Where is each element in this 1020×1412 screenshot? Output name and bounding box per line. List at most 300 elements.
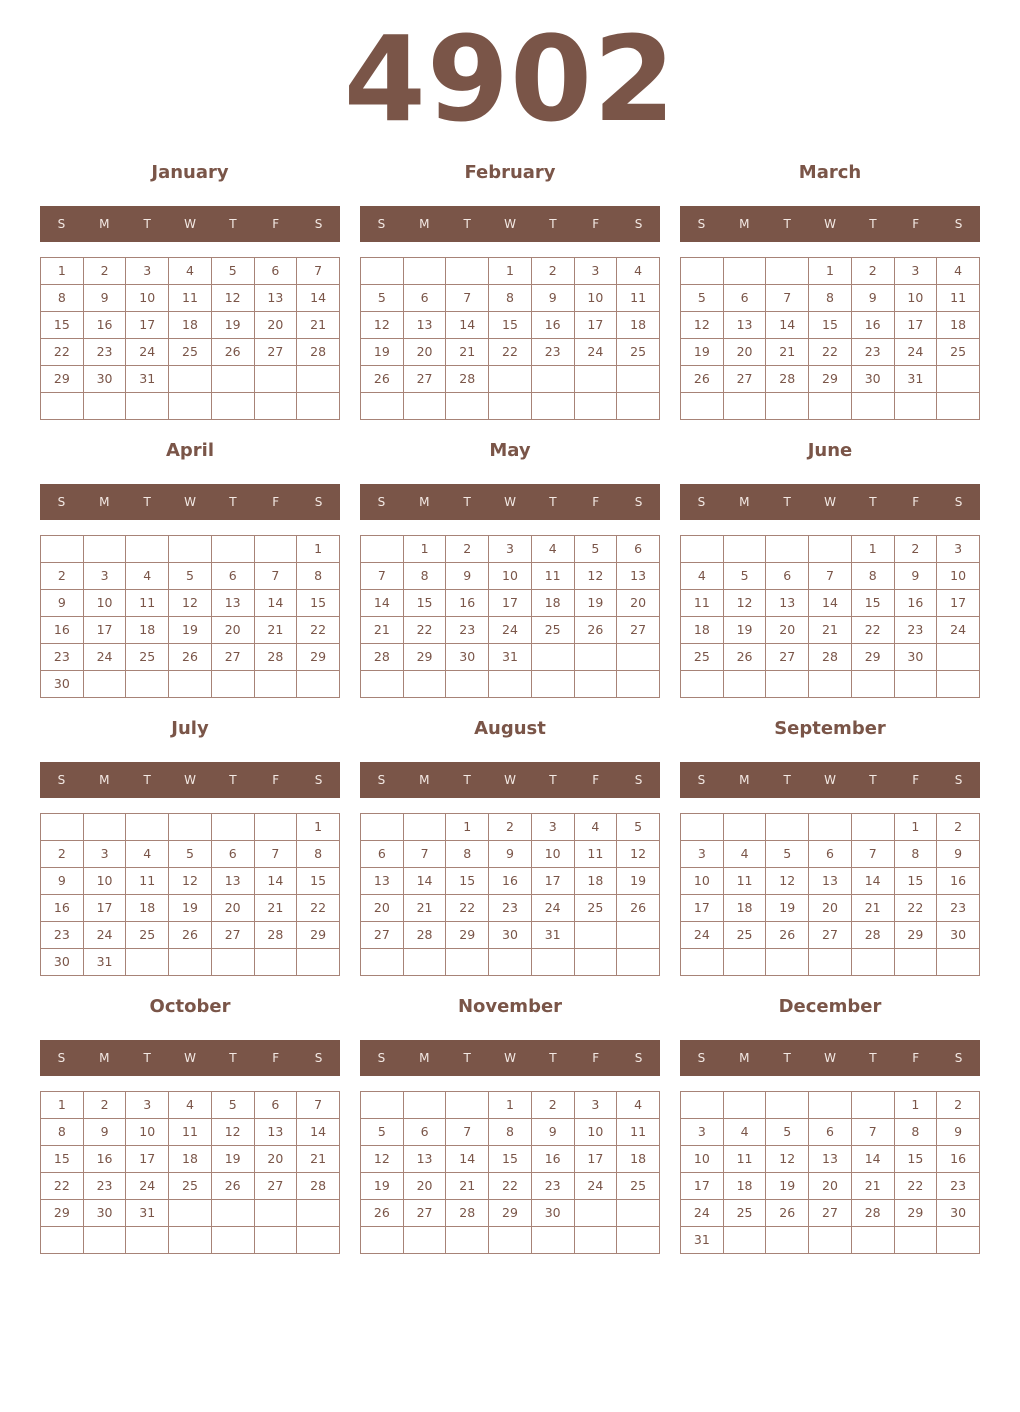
- week-row: [681, 563, 980, 590]
- day-cell: 22: [446, 895, 489, 922]
- day-cell: 19: [681, 339, 724, 366]
- day-cell: 27: [766, 644, 809, 671]
- week-row: [41, 1119, 340, 1146]
- day-cell: 10: [489, 563, 532, 590]
- day-cell: 19: [361, 339, 404, 366]
- day-cell: 6: [723, 285, 766, 312]
- week-row: [361, 671, 660, 698]
- day-cell: 8: [297, 841, 340, 868]
- day-cell: 23: [531, 339, 574, 366]
- day-cell: 13: [809, 1146, 852, 1173]
- weekday-label: T: [869, 773, 877, 787]
- day-grid: [680, 1091, 980, 1254]
- week-row: [681, 868, 980, 895]
- day-cell: 16: [531, 1146, 574, 1173]
- day-cell: 18: [169, 1146, 212, 1173]
- empty-day-cell: [531, 1227, 574, 1254]
- week-row: [41, 393, 340, 420]
- day-cell: 30: [937, 922, 980, 949]
- day-cell: 28: [297, 339, 340, 366]
- weekday-label: M: [739, 495, 750, 509]
- empty-day-cell: [851, 949, 894, 976]
- weekday-header: [680, 484, 980, 520]
- day-cell: 9: [83, 285, 126, 312]
- day-cell: 1: [809, 258, 852, 285]
- day-cell: 31: [126, 1200, 169, 1227]
- day-cell: 20: [211, 895, 254, 922]
- empty-day-cell: [83, 393, 126, 420]
- day-cell: 11: [531, 563, 574, 590]
- weekday-label: F: [912, 217, 920, 231]
- day-cell: 15: [297, 590, 340, 617]
- day-cell: 10: [126, 285, 169, 312]
- empty-day-cell: [574, 1227, 617, 1254]
- day-cell: 1: [446, 814, 489, 841]
- week-row: [361, 1227, 660, 1254]
- day-cell: 22: [297, 617, 340, 644]
- empty-day-cell: [126, 949, 169, 976]
- day-cell: 31: [83, 949, 126, 976]
- weekday-label: T: [869, 217, 877, 231]
- day-cell: 2: [83, 258, 126, 285]
- day-cell: 3: [489, 536, 532, 563]
- week-row: [41, 895, 340, 922]
- empty-day-cell: [211, 949, 254, 976]
- empty-day-cell: [126, 671, 169, 698]
- weekday-label: T: [229, 773, 237, 787]
- empty-day-cell: [446, 671, 489, 698]
- day-cell: 3: [126, 258, 169, 285]
- week-row: [681, 671, 980, 698]
- weekday-label: W: [824, 773, 836, 787]
- empty-day-cell: [681, 671, 724, 698]
- empty-day-cell: [83, 536, 126, 563]
- day-cell: 20: [211, 617, 254, 644]
- day-grid: [680, 535, 980, 698]
- day-cell: 11: [126, 868, 169, 895]
- week-row: [361, 563, 660, 590]
- day-cell: 14: [446, 1146, 489, 1173]
- day-cell: 1: [489, 1092, 532, 1119]
- empty-day-cell: [211, 814, 254, 841]
- day-cell: 23: [937, 1173, 980, 1200]
- empty-day-cell: [574, 671, 617, 698]
- empty-day-cell: [126, 1227, 169, 1254]
- weekday-label: T: [463, 773, 471, 787]
- week-row: [361, 814, 660, 841]
- week-row: [361, 1092, 660, 1119]
- day-cell: 18: [617, 1146, 660, 1173]
- day-cell: 24: [531, 895, 574, 922]
- empty-day-cell: [681, 258, 724, 285]
- day-cell: 15: [489, 1146, 532, 1173]
- month-name: October: [149, 996, 231, 1017]
- empty-day-cell: [617, 671, 660, 698]
- day-cell: 10: [681, 1146, 724, 1173]
- day-cell: 27: [361, 922, 404, 949]
- weekday-label: T: [783, 773, 791, 787]
- empty-day-cell: [361, 258, 404, 285]
- day-cell: 4: [126, 563, 169, 590]
- weekday-label: W: [824, 495, 836, 509]
- day-cell: 23: [41, 922, 84, 949]
- day-cell: 30: [41, 671, 84, 698]
- day-cell: 27: [211, 644, 254, 671]
- week-row: [361, 895, 660, 922]
- weekday-label: S: [634, 495, 643, 509]
- empty-day-cell: [937, 393, 980, 420]
- day-cell: 30: [41, 949, 84, 976]
- weekday-label: W: [184, 1051, 196, 1065]
- weekday-label: W: [824, 217, 836, 231]
- weekday-label: T: [783, 217, 791, 231]
- day-cell: 7: [361, 563, 404, 590]
- day-cell: 27: [211, 922, 254, 949]
- day-cell: 21: [361, 617, 404, 644]
- empty-day-cell: [83, 1227, 126, 1254]
- weekday-label: F: [272, 1051, 280, 1065]
- day-cell: 8: [446, 841, 489, 868]
- day-cell: 2: [41, 563, 84, 590]
- week-row: [361, 339, 660, 366]
- month-name: September: [774, 718, 886, 739]
- day-grid: [360, 257, 660, 420]
- empty-day-cell: [361, 536, 404, 563]
- month-name: December: [778, 996, 882, 1017]
- day-cell: 2: [446, 536, 489, 563]
- day-cell: 9: [83, 1119, 126, 1146]
- day-cell: 20: [809, 895, 852, 922]
- week-row: [681, 1200, 980, 1227]
- day-cell: 25: [681, 644, 724, 671]
- day-cell: 31: [531, 922, 574, 949]
- day-cell: 21: [766, 339, 809, 366]
- day-cell: 28: [403, 922, 446, 949]
- weekday-label: S: [314, 773, 323, 787]
- day-cell: 22: [297, 895, 340, 922]
- week-row: [41, 339, 340, 366]
- day-cell: 25: [531, 617, 574, 644]
- weekday-header: [40, 206, 340, 242]
- empty-day-cell: [446, 258, 489, 285]
- day-cell: 27: [254, 339, 297, 366]
- weekday-label: M: [419, 1051, 430, 1065]
- weekday-label: T: [549, 495, 557, 509]
- empty-day-cell: [254, 1227, 297, 1254]
- weekday-label: W: [184, 217, 196, 231]
- day-cell: 28: [851, 922, 894, 949]
- day-cell: 11: [169, 1119, 212, 1146]
- empty-day-cell: [851, 671, 894, 698]
- day-cell: 23: [41, 644, 84, 671]
- day-cell: 27: [723, 366, 766, 393]
- day-cell: 2: [489, 814, 532, 841]
- weekday-label: S: [57, 1051, 66, 1065]
- day-cell: 25: [723, 922, 766, 949]
- day-cell: 16: [41, 617, 84, 644]
- week-row: [361, 1119, 660, 1146]
- weekday-label: F: [592, 217, 600, 231]
- week-row: [41, 922, 340, 949]
- day-cell: 4: [531, 536, 574, 563]
- day-cell: 27: [617, 617, 660, 644]
- day-cell: 4: [169, 258, 212, 285]
- empty-day-cell: [361, 949, 404, 976]
- empty-day-cell: [446, 949, 489, 976]
- weekday-label: T: [143, 495, 151, 509]
- day-cell: 21: [254, 617, 297, 644]
- week-row: [41, 1173, 340, 1200]
- weekday-label: T: [463, 495, 471, 509]
- week-row: [361, 536, 660, 563]
- week-row: [681, 895, 980, 922]
- day-cell: 14: [851, 868, 894, 895]
- weekday-label: S: [57, 773, 66, 787]
- empty-day-cell: [489, 393, 532, 420]
- day-cell: 18: [937, 312, 980, 339]
- year-title: 4902: [343, 10, 677, 148]
- day-cell: 19: [766, 895, 809, 922]
- empty-day-cell: [403, 671, 446, 698]
- day-cell: 16: [489, 868, 532, 895]
- empty-day-cell: [766, 1227, 809, 1254]
- empty-day-cell: [766, 949, 809, 976]
- day-cell: 4: [723, 841, 766, 868]
- empty-day-cell: [574, 366, 617, 393]
- weekday-label: F: [912, 495, 920, 509]
- empty-day-cell: [937, 1227, 980, 1254]
- day-cell: 18: [126, 895, 169, 922]
- empty-day-cell: [446, 1092, 489, 1119]
- month-name: August: [474, 718, 546, 739]
- empty-day-cell: [851, 1092, 894, 1119]
- empty-day-cell: [851, 1227, 894, 1254]
- empty-day-cell: [531, 644, 574, 671]
- day-cell: 25: [169, 339, 212, 366]
- week-row: [681, 312, 980, 339]
- day-cell: 5: [574, 536, 617, 563]
- empty-day-cell: [851, 393, 894, 420]
- weekday-label: W: [504, 495, 516, 509]
- day-cell: 1: [41, 258, 84, 285]
- weekday-label: F: [272, 217, 280, 231]
- day-cell: 20: [766, 617, 809, 644]
- week-row: [41, 312, 340, 339]
- empty-day-cell: [254, 536, 297, 563]
- day-cell: 10: [574, 1119, 617, 1146]
- day-cell: 21: [446, 1173, 489, 1200]
- week-row: [681, 1119, 980, 1146]
- empty-day-cell: [723, 1092, 766, 1119]
- day-cell: 20: [361, 895, 404, 922]
- day-cell: 6: [403, 1119, 446, 1146]
- empty-day-cell: [169, 671, 212, 698]
- day-cell: 13: [254, 285, 297, 312]
- day-cell: 3: [681, 841, 724, 868]
- day-cell: 23: [489, 895, 532, 922]
- empty-day-cell: [766, 258, 809, 285]
- day-cell: 4: [937, 258, 980, 285]
- weekday-label: S: [57, 495, 66, 509]
- week-row: [41, 644, 340, 671]
- empty-day-cell: [361, 1092, 404, 1119]
- week-row: [41, 258, 340, 285]
- empty-day-cell: [41, 814, 84, 841]
- empty-day-cell: [617, 1227, 660, 1254]
- day-cell: 18: [126, 617, 169, 644]
- day-grid: [680, 257, 980, 420]
- empty-day-cell: [489, 366, 532, 393]
- empty-day-cell: [169, 814, 212, 841]
- day-cell: 22: [894, 1173, 937, 1200]
- weekday-label: F: [912, 773, 920, 787]
- empty-day-cell: [489, 671, 532, 698]
- empty-day-cell: [937, 949, 980, 976]
- empty-day-cell: [937, 644, 980, 671]
- day-cell: 11: [574, 841, 617, 868]
- day-cell: 24: [83, 922, 126, 949]
- day-cell: 17: [531, 868, 574, 895]
- day-cell: 11: [126, 590, 169, 617]
- empty-day-cell: [254, 814, 297, 841]
- empty-day-cell: [851, 814, 894, 841]
- day-cell: 10: [83, 590, 126, 617]
- day-cell: 14: [297, 1119, 340, 1146]
- day-cell: 15: [41, 312, 84, 339]
- day-cell: 14: [403, 868, 446, 895]
- empty-day-cell: [766, 1092, 809, 1119]
- weekday-label: W: [824, 1051, 836, 1065]
- day-cell: 15: [851, 590, 894, 617]
- day-cell: 3: [894, 258, 937, 285]
- day-cell: 12: [169, 590, 212, 617]
- day-cell: 10: [574, 285, 617, 312]
- day-cell: 3: [574, 258, 617, 285]
- day-cell: 22: [489, 1173, 532, 1200]
- day-cell: 25: [723, 1200, 766, 1227]
- day-cell: 14: [254, 590, 297, 617]
- week-row: [41, 285, 340, 312]
- day-cell: 26: [723, 644, 766, 671]
- day-cell: 7: [446, 285, 489, 312]
- day-cell: 11: [617, 285, 660, 312]
- day-cell: 8: [809, 285, 852, 312]
- day-cell: 26: [361, 366, 404, 393]
- empty-day-cell: [574, 1200, 617, 1227]
- day-cell: 23: [894, 617, 937, 644]
- empty-day-cell: [254, 366, 297, 393]
- empty-day-cell: [83, 814, 126, 841]
- day-cell: 21: [851, 1173, 894, 1200]
- day-cell: 27: [809, 1200, 852, 1227]
- day-cell: 13: [254, 1119, 297, 1146]
- empty-day-cell: [211, 1200, 254, 1227]
- weekday-label: S: [634, 773, 643, 787]
- week-row: [41, 617, 340, 644]
- day-cell: 16: [446, 590, 489, 617]
- day-cell: 5: [723, 563, 766, 590]
- day-cell: 28: [809, 644, 852, 671]
- day-cell: 27: [403, 1200, 446, 1227]
- weekday-header: [40, 1040, 340, 1076]
- day-cell: 12: [169, 868, 212, 895]
- empty-day-cell: [211, 393, 254, 420]
- empty-day-cell: [169, 949, 212, 976]
- empty-day-cell: [574, 644, 617, 671]
- week-row: [361, 1200, 660, 1227]
- day-cell: 23: [83, 339, 126, 366]
- month-name: July: [171, 718, 209, 739]
- weekday-label: S: [954, 773, 963, 787]
- month-name: April: [165, 440, 215, 461]
- day-cell: 7: [809, 563, 852, 590]
- day-cell: 12: [211, 285, 254, 312]
- week-row: [681, 366, 980, 393]
- week-row: [41, 949, 340, 976]
- empty-day-cell: [446, 393, 489, 420]
- day-cell: 20: [723, 339, 766, 366]
- day-cell: 4: [617, 1092, 660, 1119]
- weekday-label: S: [57, 217, 66, 231]
- day-cell: 13: [766, 590, 809, 617]
- day-cell: 6: [254, 1092, 297, 1119]
- week-row: [361, 285, 660, 312]
- day-cell: 15: [894, 1146, 937, 1173]
- day-cell: 18: [531, 590, 574, 617]
- week-row: [41, 1092, 340, 1119]
- weekday-label: S: [314, 495, 323, 509]
- day-grid: [680, 813, 980, 976]
- day-cell: 7: [851, 841, 894, 868]
- empty-day-cell: [809, 536, 852, 563]
- week-row: [41, 366, 340, 393]
- day-cell: 7: [297, 1092, 340, 1119]
- empty-day-cell: [211, 1227, 254, 1254]
- empty-day-cell: [723, 258, 766, 285]
- day-cell: 20: [617, 590, 660, 617]
- day-cell: 17: [83, 895, 126, 922]
- day-cell: 24: [681, 1200, 724, 1227]
- day-cell: 31: [489, 644, 532, 671]
- day-cell: 7: [446, 1119, 489, 1146]
- day-cell: 15: [489, 312, 532, 339]
- day-cell: 10: [126, 1119, 169, 1146]
- empty-day-cell: [254, 393, 297, 420]
- day-cell: 6: [766, 563, 809, 590]
- day-cell: 17: [489, 590, 532, 617]
- day-cell: 29: [851, 644, 894, 671]
- day-cell: 2: [851, 258, 894, 285]
- day-cell: 17: [83, 617, 126, 644]
- weekday-label: T: [229, 495, 237, 509]
- day-cell: 10: [531, 841, 574, 868]
- day-cell: 30: [531, 1200, 574, 1227]
- day-cell: 12: [211, 1119, 254, 1146]
- week-row: [681, 258, 980, 285]
- day-cell: 1: [297, 536, 340, 563]
- day-cell: 20: [809, 1173, 852, 1200]
- day-cell: 8: [41, 285, 84, 312]
- weekday-label: T: [549, 217, 557, 231]
- weekday-label: T: [229, 217, 237, 231]
- day-cell: 11: [617, 1119, 660, 1146]
- day-cell: 5: [211, 258, 254, 285]
- day-cell: 26: [681, 366, 724, 393]
- day-cell: 16: [41, 895, 84, 922]
- empty-day-cell: [809, 814, 852, 841]
- empty-day-cell: [894, 949, 937, 976]
- day-cell: 9: [41, 590, 84, 617]
